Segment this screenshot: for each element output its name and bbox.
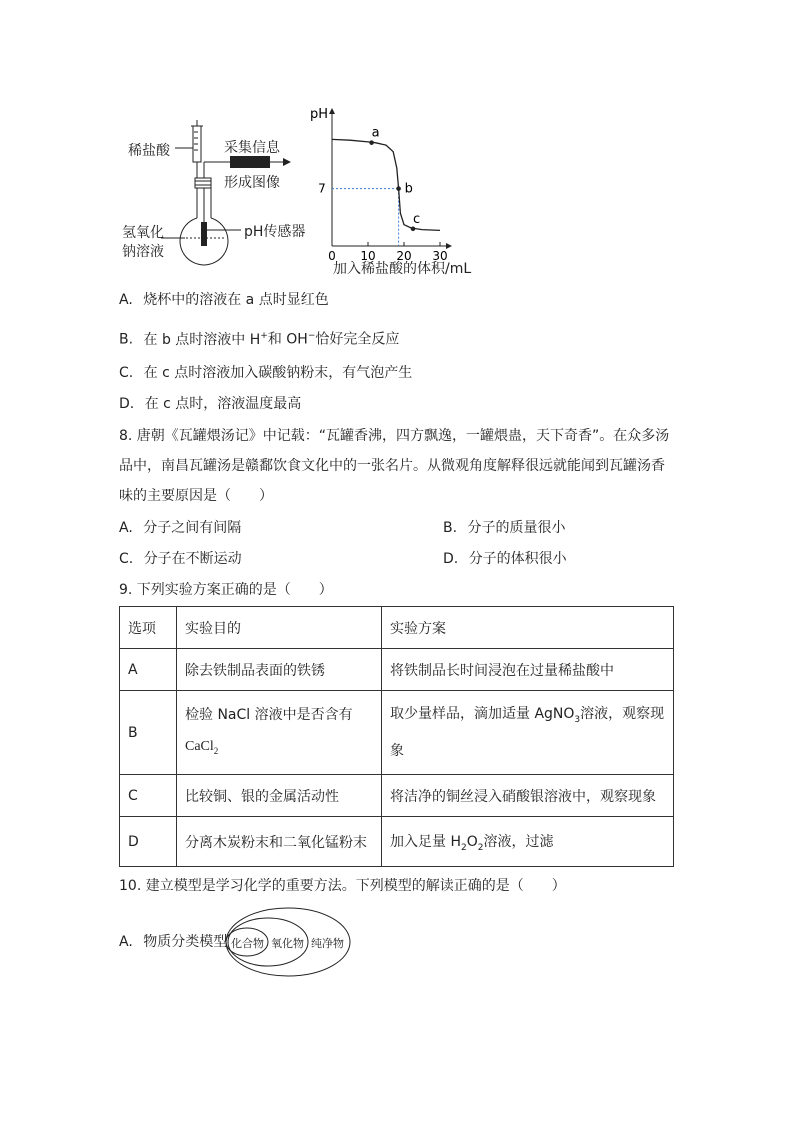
row-b-purpose-sub: 2 [213, 745, 219, 756]
point-b [396, 186, 401, 191]
model-outer-label: 纯净物 [311, 937, 344, 950]
q8-option-a[interactable] [119, 518, 241, 538]
q8-option-a-text: 分子之间有间隔 [143, 520, 242, 536]
q7-option-d[interactable] [119, 394, 301, 414]
q7-option-b-sup2: − [307, 331, 316, 341]
model-inner-label: 化合物 [231, 937, 264, 950]
y-axis-label: pH [310, 107, 329, 122]
x-tick-label-0: 0 [328, 249, 336, 263]
x-tick-label-20: 20 [396, 249, 412, 263]
row-a-plan: 将铁制品长时间浸泡在过量稀盐酸中 [382, 649, 674, 691]
q10-stem: 10. 建立模型是学习化学的重要方法。下列模型的解读正确的是（ ） [119, 878, 566, 894]
point-label-b: b [404, 181, 413, 197]
table-row [120, 649, 674, 691]
sensor-label: pH传感器 [244, 224, 306, 240]
row-b-purpose [177, 691, 382, 775]
q8-option-d-text: 分子的体积很小 [468, 551, 567, 567]
x-tick-label-10: 10 [360, 249, 376, 263]
point-a [369, 140, 374, 145]
q7-option-a-letter: A. [119, 292, 133, 308]
row-d-plan [382, 817, 674, 867]
q7-option-d-letter: D. [119, 396, 135, 412]
q10-option-a-letter: A. [119, 934, 133, 950]
row-b-purpose-line-2 [185, 731, 373, 767]
q10-option-a-text: 物质分类模型 [143, 934, 228, 950]
q8-option-b-letter: B. [443, 520, 458, 536]
row-c-purpose: 比较铜、银的金属活动性 [177, 775, 382, 817]
q8-option-d[interactable] [443, 549, 567, 569]
table-row [120, 691, 674, 775]
acid-label: 稀盐酸 [128, 143, 170, 159]
header-purpose: 实验目的 [177, 607, 382, 649]
q8-option-b[interactable] [443, 518, 566, 538]
q8-stem-line-3: 味的主要原因是（ ） [119, 488, 273, 504]
point-label-a: a [371, 125, 380, 141]
model-middle-label: 氧化物 [271, 937, 304, 950]
row-b-option: B [120, 691, 177, 775]
q8-option-c-text: 分子在不断运动 [143, 551, 242, 567]
q10-option-a[interactable] [119, 932, 227, 952]
q8-option-a-letter: A. [119, 520, 133, 536]
row-d-plan-post: 溶液，过滤 [483, 833, 554, 850]
row-b-plan [382, 691, 674, 775]
row-d-plan-mid: O [466, 833, 478, 850]
q7-option-b-mid: 和 OH [267, 331, 308, 348]
q7-option-b-sup1: + [260, 331, 268, 341]
row-d-plan-pre: 加入足量 H [390, 833, 461, 850]
row-a-purpose: 除去铁制品表面的铁锈 [177, 649, 382, 691]
base-label-1: 氢氧化 [122, 225, 164, 241]
row-d-plan-sub-2: 2 [477, 842, 484, 853]
base-label-2: 钠溶液 [122, 244, 164, 260]
row-d-option: D [120, 817, 177, 867]
ph-chart [300, 100, 500, 280]
row-b-plan-post: 溶液，观察现 [580, 705, 665, 722]
q8-option-b-text: 分子的质量很小 [467, 520, 566, 536]
q7-option-c-text: 在 c 点时溶液加入碳酸钠粉末，有气泡产生 [143, 365, 413, 381]
row-c-option: C [120, 775, 177, 817]
header-plan: 实验方案 [382, 607, 674, 649]
row-b-purpose-formula: CaCl [185, 738, 214, 754]
row-b-plan-line-2: 象 [390, 743, 404, 760]
q7-option-a-text: 烧杯中的溶液在 a 点时显红色 [143, 292, 329, 308]
point-label-c: c [413, 211, 421, 227]
table-header-row [120, 607, 674, 649]
table-row [120, 817, 674, 867]
x-tick-label-30: 30 [432, 249, 448, 263]
q7-option-b-pre: 在 b 点时溶液中 H [143, 331, 261, 348]
table-row [120, 775, 674, 817]
q7-option-c[interactable] [119, 363, 412, 383]
q7-option-d-text: 在 c 点时，溶液温度最高 [144, 396, 302, 412]
q8-option-d-letter: D. [443, 551, 459, 567]
q8-stem-line-2: 品中，南昌瓦罐汤是赣鄱饮食文化中的一张名片。从微观角度解释很远就能闻到瓦罐汤香 [119, 458, 665, 474]
collect-label-1: 采集信息 [224, 140, 280, 156]
collect-label-2: 形成图像 [224, 175, 280, 191]
row-b-plan-line-1 [390, 698, 665, 736]
q7-option-c-letter: C. [119, 365, 134, 381]
row-b-plan-sub: 3 [574, 714, 581, 725]
q8-stem-line-1: 8. 唐朝《瓦罐煨汤记》中记载：“瓦罐香沸，四方飘逸，一罐煨蛊，天下奇香”。在众多汤 [119, 428, 670, 444]
row-b-plan-pre: 取少量样品，滴加适量 AgNO [390, 705, 575, 722]
header-option: 选项 [120, 607, 177, 649]
row-a-option: A [120, 649, 177, 691]
x-axis-label: 加入稀盐酸的体积/mL [333, 261, 472, 277]
q9-table [119, 606, 674, 867]
q7-option-b-post: 恰好完全反应 [315, 331, 400, 348]
row-b-purpose-line-1: 检验 NaCl 溶液中是否含有 [185, 706, 353, 723]
q7-option-a[interactable] [119, 290, 329, 310]
y-tick-label-7: 7 [318, 181, 326, 196]
row-d-purpose: 分离木炭粉末和二氧化锰粉末 [177, 817, 382, 867]
q8-option-c-letter: C. [119, 551, 134, 567]
q7-option-b-letter: B. [119, 331, 134, 348]
q8-option-c[interactable] [119, 549, 242, 569]
row-d-plan-sub-1: 2 [460, 842, 467, 853]
row-c-plan: 将洁净的铜丝浸入硝酸银溶液中，观察现象 [382, 775, 674, 817]
point-c [411, 226, 416, 231]
q9-stem: 9. 下列实验方案正确的是（ ） [119, 582, 333, 598]
series-line [332, 139, 440, 230]
q7-option-b[interactable] [119, 326, 399, 350]
